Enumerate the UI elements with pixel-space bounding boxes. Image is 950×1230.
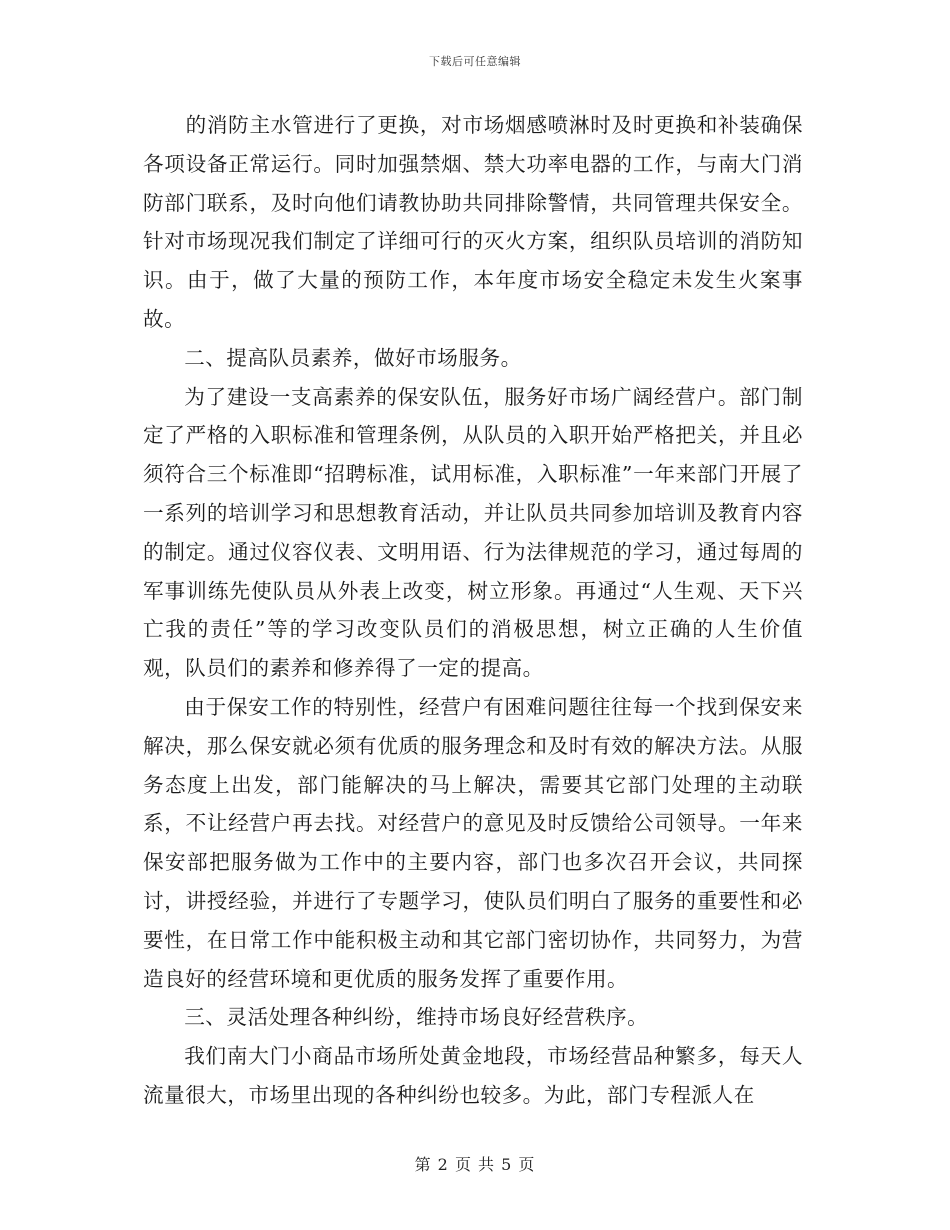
page-header: 下载后可任意编辑	[429, 55, 521, 68]
paragraph-6: 我们南大门小商品市场所处黄金地段，市场经营品种繁多，每天人流量很大，市场里出现的各种纠纷也较多。为此，部门专程派人在	[143, 1044, 803, 1107]
section-heading-2: 二、提高队员素养，做好市场服务。	[184, 345, 522, 370]
document-body	[143, 106, 803, 1115]
section-heading-3: 三、灵活处理各种纠纷，维持市场良好经营秩序。	[184, 1005, 649, 1030]
paragraph-4: 由于保安工作的特别性，经营户有困难问题往往每一个找到保安来解决，那么保安就必须有优质的服务理念和及时有效的解决方法。从服务态度上出发，部门能解决的马上解决，需要其它部门处理的主动联系，不让经营户再去找。对经营户的意见及时反馈给公司领导。一年来保安部把服务做为工作中的主要内容，部门也多次召开会议，共同探讨，讲授经验，并进行了专题学习，使队员们明白了服务的重要性和必要性，在日常工作中能积极主动和其它部门密切协作，共同努力，为营造良好的经营环境和更优质的服务发挥了重要作用。	[143, 694, 803, 991]
paragraph-3: 为了建设一支高素养的保安队伍，服务好市场广阔经营户。部门制定了严格的入职标准和管理条例，从队员的入职开始严格把关，并且必须符合三个标准即“招聘标准，试用标准，入职标准”一年来部门开展了一系列的培训学习和思想教育活动，并让队员共同参加培训及教育内容的制定。通过仪容仪表、文明用语、行为法律规范的学习，通过每周的军事训练先使队员从外表上改变，树立形象。再通过“人生观、天下兴亡我的责任”等的学习改变队员们的消极思想，树立正确的人生价值观，队员们的素养和修养得了一定的提高。	[143, 384, 803, 681]
page-number-footer: 第 2 页 共 5 页	[414, 1155, 536, 1174]
paragraph-1: 的消防主水管进行了更换，对市场烟感喷淋时及时更换和补装确保各项设备正常运行。同时加强禁烟、禁大功率电器的工作，与南大门消防部门联系，及时向他们请教协助共同排除警情，共同管理共保安全。针对市场现况我们制定了详细可行的灭火方案，组织队员培训的消防知识。由于，做了大量的预防工作，本年度市场安全稳定未发生火案事故。	[143, 113, 803, 331]
